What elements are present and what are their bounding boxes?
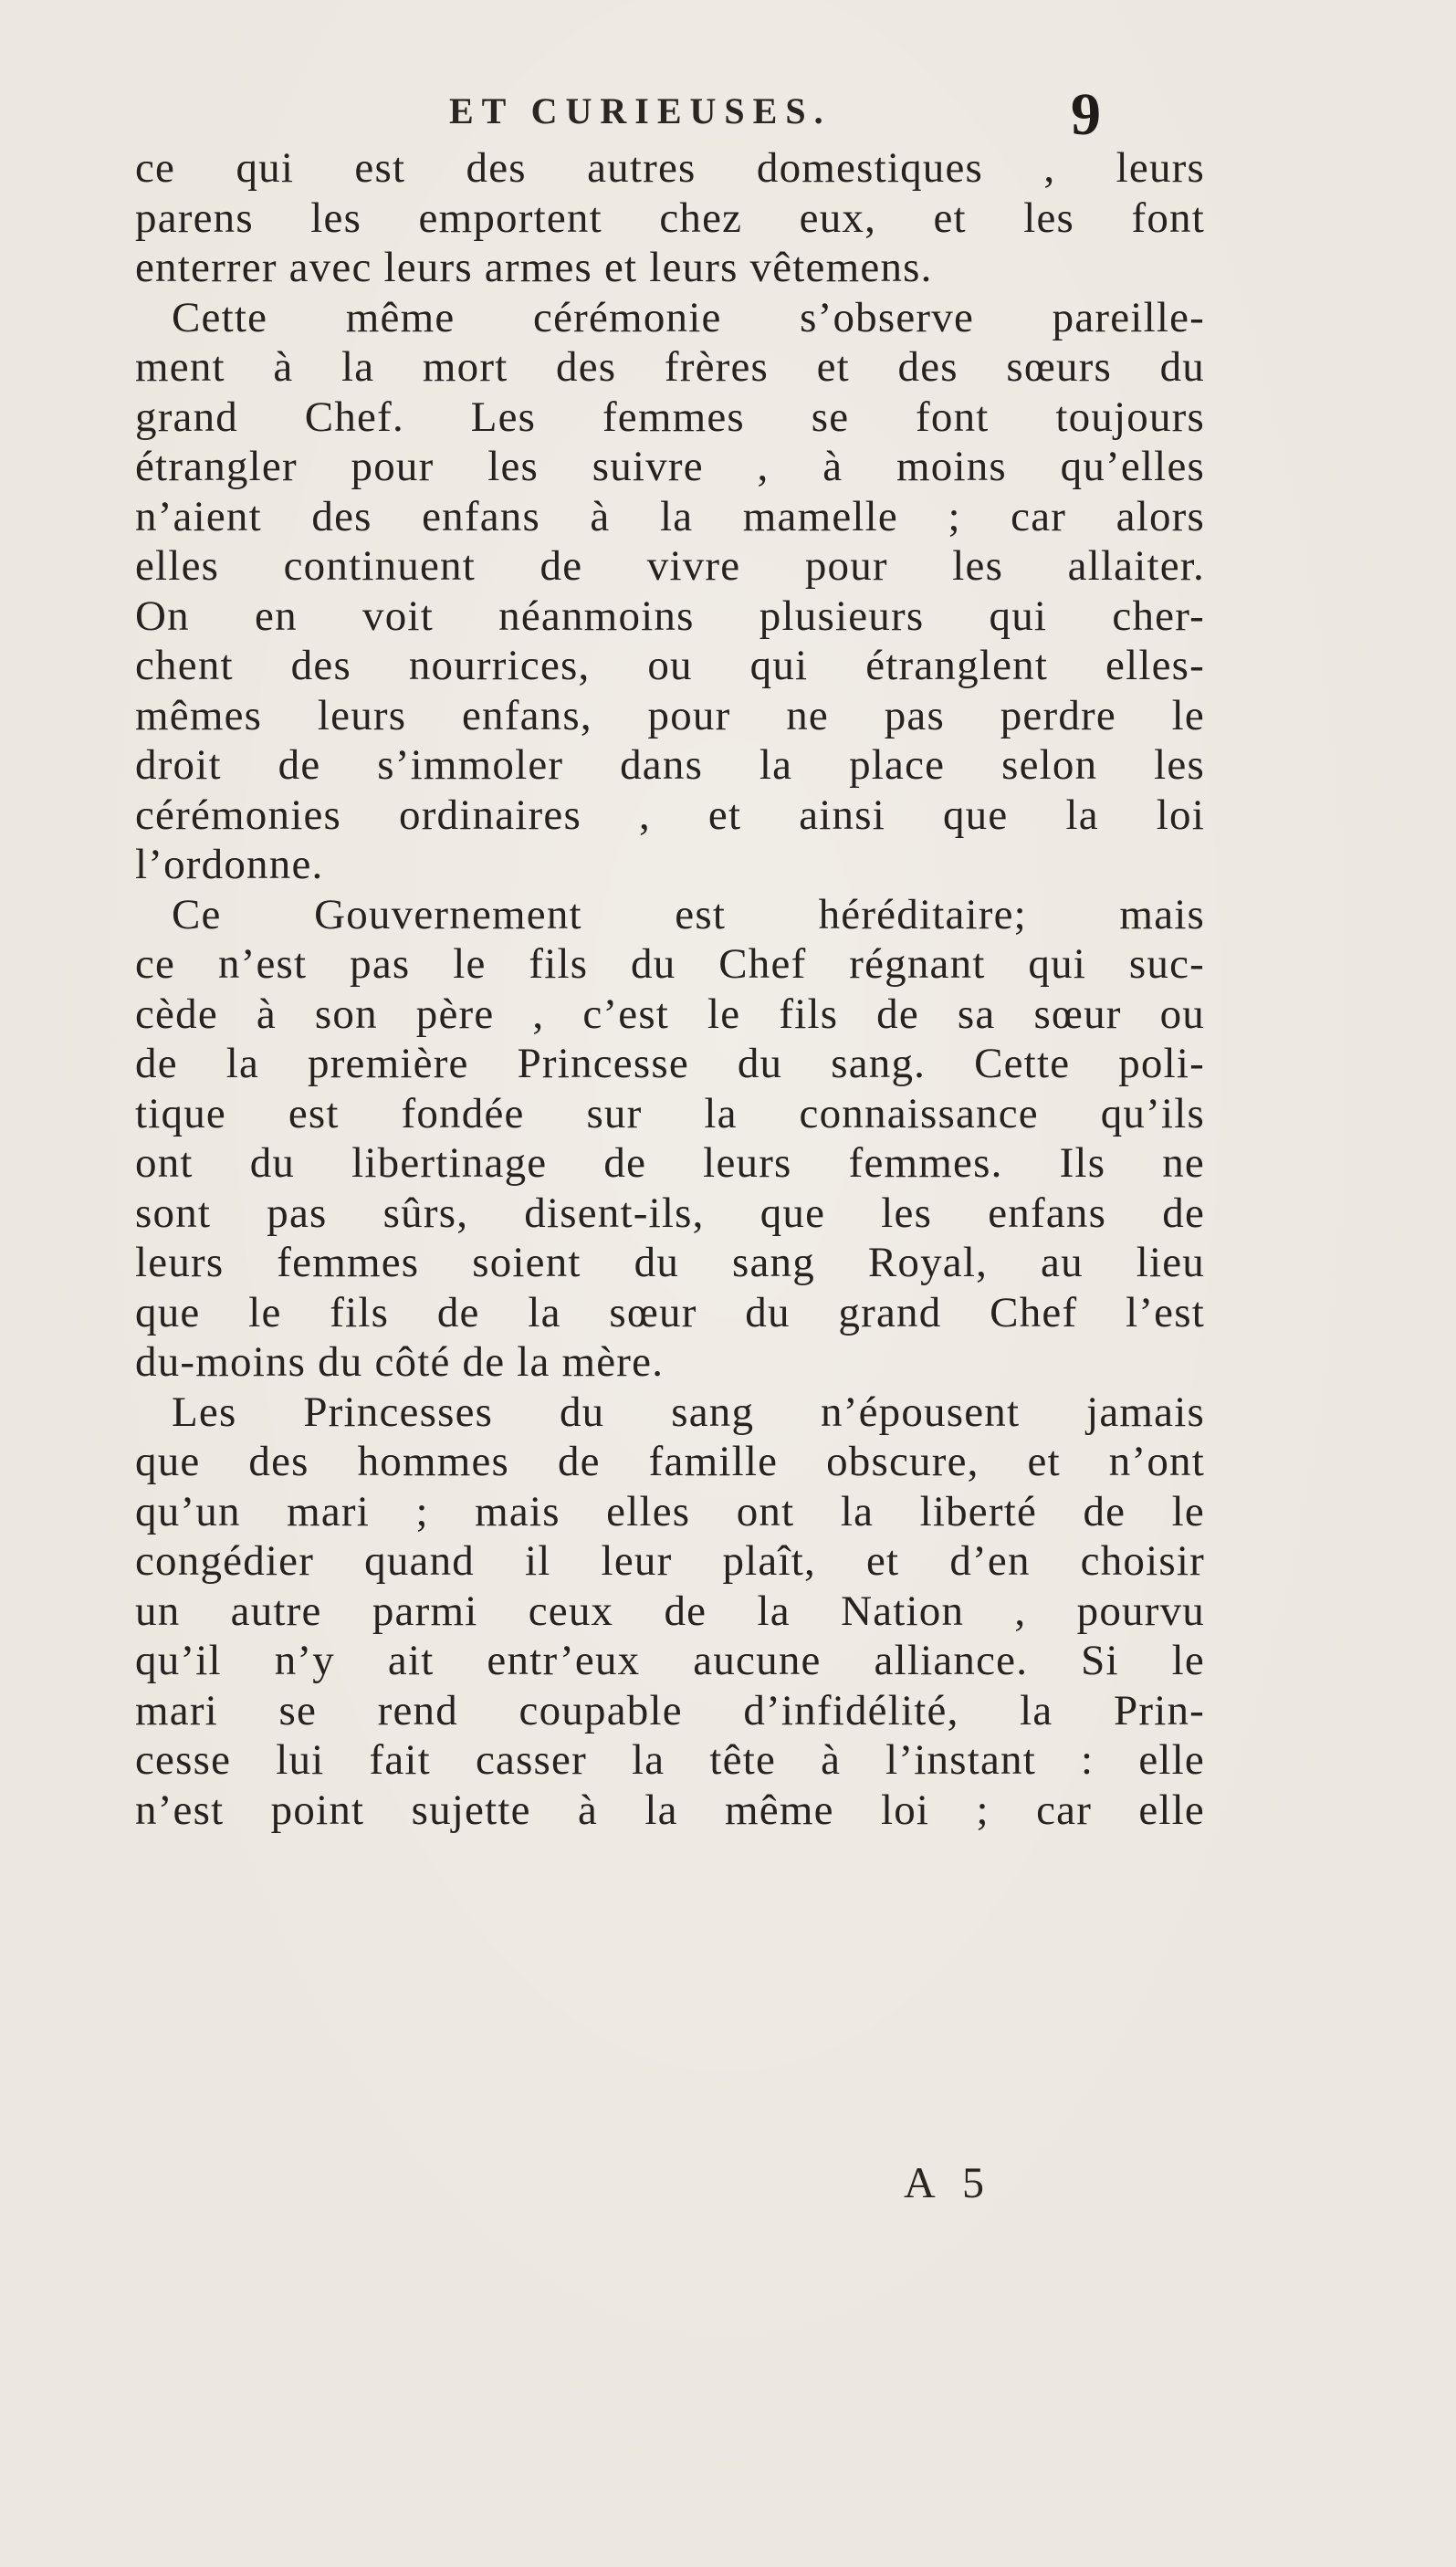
text-line: mari se rend coupable d’infidélité, la Prin- <box>135 1686 1205 1734</box>
page-number: 9 <box>1071 81 1101 148</box>
text-line: ont du libertinage de leurs femmes. Ils ne <box>135 1139 1205 1187</box>
text-line: ment à la mort des frères et des sœurs du <box>135 343 1205 391</box>
text-line: qu’il n’y ait entr’eux aucune alliance. Si le <box>135 1637 1205 1684</box>
text-line: cesse lui fait casser la tête à l’instant : elle <box>135 1736 1205 1784</box>
text-line: sont pas sûrs, disent-ils, que les enfans de <box>135 1189 1205 1237</box>
text-line: leurs femmes soient du sang Royal, au lieu <box>135 1239 1205 1286</box>
text-line: grand Chef. Les femmes se font toujours <box>135 393 1205 441</box>
text-line: tique est fondée sur la connaissance qu’ils <box>135 1089 1205 1137</box>
text-line: n’aient des enfans à la mamelle ; car alors <box>135 492 1205 540</box>
text-line: de la première Princesse du sang. Cette poli- <box>135 1040 1205 1087</box>
running-head: ET CURIEUSES. <box>449 90 832 131</box>
text-line: que des hommes de famille obscure, et n’ont <box>135 1438 1205 1485</box>
text-line: chent des nourrices, ou qui étranglent elles- <box>135 642 1205 689</box>
text-line: mêmes leurs enfans, pour ne pas perdre le <box>135 691 1205 739</box>
body-text <box>135 143 1205 1835</box>
text-line: ce qui est des autres domestiques , leurs <box>135 144 1205 192</box>
text-line: Les Princesses du sang n’épousent jamais <box>172 1388 1205 1436</box>
text-line: étrangler pour les suivre , à moins qu’elles <box>135 443 1205 490</box>
text-line: droit de s’immoler dans la place selon les <box>135 741 1205 789</box>
text-line: enterrer avec leurs armes et leurs vêtemens. <box>135 244 933 291</box>
text-line: du-moins du côté de la mère. <box>135 1338 665 1386</box>
text-line: parens les emportent chez eux, et les font <box>135 194 1205 242</box>
text-line: que le fils de la sœur du grand Chef l’est <box>135 1288 1205 1336</box>
text-line: cède à son père , c’est le fils de sa sœur ou <box>135 990 1205 1038</box>
text-line: ce n’est pas le fils du Chef régnant qui suc- <box>135 940 1205 988</box>
text-line: un autre parmi ceux de la Nation , pourvu <box>135 1587 1205 1635</box>
text-line: Ce Gouvernement est héréditaire; mais <box>172 890 1205 938</box>
text-line: On en voit néanmoins plusieurs qui cher- <box>135 592 1205 640</box>
text-line: cérémonies ordinaires , et ainsi que la loi <box>135 791 1205 839</box>
text-line: n’est point sujette à la même loi ; car elle <box>135 1786 1205 1834</box>
signature-mark: A 5 <box>904 2159 994 2207</box>
text-line: l’ordonne. <box>135 841 324 888</box>
text-line: qu’un mari ; mais elles ont la liberté de le <box>135 1487 1205 1535</box>
text-line: Cette même cérémonie s’observe pareille- <box>172 293 1205 341</box>
text-line: congédier quand il leur plaît, et d’en choisir <box>135 1537 1205 1585</box>
text-line: elles continuent de vivre pour les allaiter. <box>135 542 1205 590</box>
